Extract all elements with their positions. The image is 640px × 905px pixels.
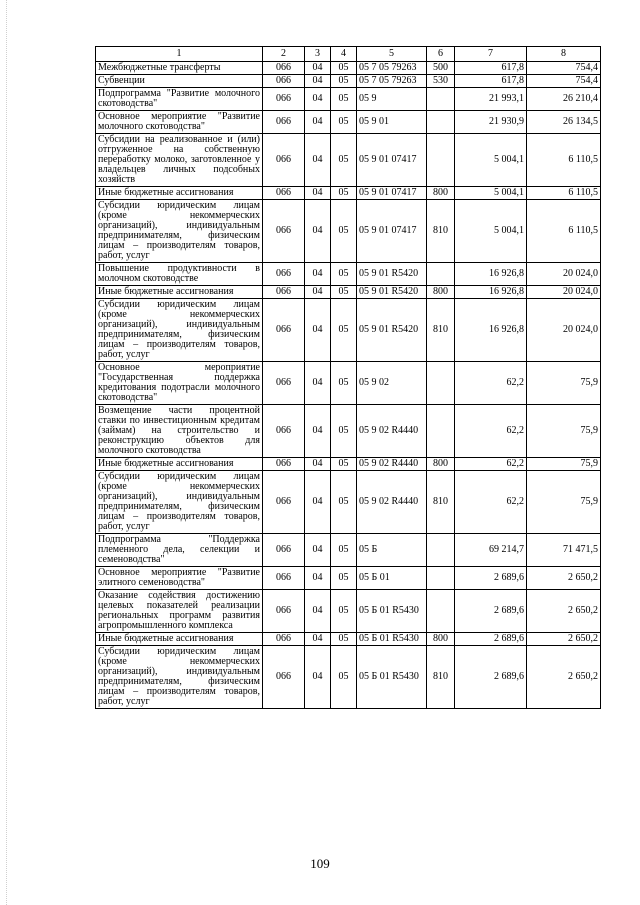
table-row [96, 299, 601, 362]
row-admin-code: 066 [263, 286, 305, 299]
row-amount-year2: 2 650,2 [527, 646, 601, 709]
row-amount-year2: 75,9 [527, 458, 601, 471]
row-amount-year1: 5 004,1 [455, 187, 527, 200]
row-amount-year1: 2 689,6 [455, 633, 527, 646]
row-target-article: 05 9 [357, 88, 427, 111]
row-admin-code: 066 [263, 263, 305, 286]
col-header-8: 8 [527, 47, 601, 62]
row-amount-year1: 62,2 [455, 362, 527, 405]
row-admin-code: 066 [263, 362, 305, 405]
row-amount-year2: 75,9 [527, 362, 601, 405]
row-section: 04 [305, 134, 331, 187]
row-section: 04 [305, 471, 331, 534]
row-target-article: 05 9 02 R4440 [357, 405, 427, 458]
row-expense-type: 800 [427, 458, 455, 471]
row-section: 04 [305, 590, 331, 633]
row-subsection: 05 [331, 263, 357, 286]
row-amount-year2: 754,4 [527, 62, 601, 75]
col-header-6: 6 [427, 47, 455, 62]
table-row [96, 200, 601, 263]
row-target-article: 05 7 05 79263 [357, 75, 427, 88]
row-subsection: 05 [331, 286, 357, 299]
row-amount-year1: 5 004,1 [455, 200, 527, 263]
table-row [96, 646, 601, 709]
row-name: Межбюджетные трансферты [96, 62, 263, 75]
col-header-4: 4 [331, 47, 357, 62]
row-expense-type [427, 534, 455, 567]
row-target-article: 05 9 01 R5420 [357, 286, 427, 299]
row-admin-code: 066 [263, 633, 305, 646]
row-admin-code: 066 [263, 405, 305, 458]
row-amount-year1: 16 926,8 [455, 263, 527, 286]
row-subsection: 05 [331, 88, 357, 111]
row-subsection: 05 [331, 75, 357, 88]
row-section: 04 [305, 534, 331, 567]
row-section: 04 [305, 567, 331, 590]
row-expense-type [427, 590, 455, 633]
row-amount-year2: 26 210,4 [527, 88, 601, 111]
row-target-article: 05 7 05 79263 [357, 62, 427, 75]
row-name: Субсидии юридическим лицам (кроме некоммерческих организаций), индивидуальным предпринимателям, физическим лицам – производителям товаров, работ, услуг [96, 471, 263, 534]
row-name: Иные бюджетные ассигнования [96, 458, 263, 471]
row-amount-year2: 2 650,2 [527, 633, 601, 646]
row-target-article: 05 9 01 [357, 111, 427, 134]
row-section: 04 [305, 405, 331, 458]
row-name: Возмещение части процентной ставки по инвестиционным кредитам (займам) на строительство и реконструкцию объектов для молочного скотоводства [96, 405, 263, 458]
row-section: 04 [305, 111, 331, 134]
row-name: Иные бюджетные ассигнования [96, 187, 263, 200]
col-header-7: 7 [455, 47, 527, 62]
row-target-article: 05 Б 01 [357, 567, 427, 590]
row-expense-type: 800 [427, 286, 455, 299]
scan-margin-line [6, 0, 8, 905]
table-row [96, 187, 601, 200]
row-target-article: 05 Б 01 R5430 [357, 646, 427, 709]
row-admin-code: 066 [263, 75, 305, 88]
row-expense-type [427, 134, 455, 187]
table-row [96, 88, 601, 111]
row-amount-year1: 2 689,6 [455, 590, 527, 633]
row-subsection: 05 [331, 200, 357, 263]
row-amount-year1: 21 930,9 [455, 111, 527, 134]
row-amount-year2: 26 134,5 [527, 111, 601, 134]
row-amount-year2: 20 024,0 [527, 299, 601, 362]
row-section: 04 [305, 286, 331, 299]
row-name: Субсидии на реализованное и (или) отгруженное на собственную переработку молоко, заготовленное у владельцев личных подсобных хозяйств [96, 134, 263, 187]
row-section: 04 [305, 362, 331, 405]
row-subsection: 05 [331, 134, 357, 187]
row-name: Субвенции [96, 75, 263, 88]
row-subsection: 05 [331, 646, 357, 709]
row-target-article: 05 9 02 R4440 [357, 471, 427, 534]
row-expense-type [427, 567, 455, 590]
row-expense-type: 530 [427, 75, 455, 88]
table-row [96, 286, 601, 299]
row-subsection: 05 [331, 567, 357, 590]
row-section: 04 [305, 62, 331, 75]
row-amount-year1: 617,8 [455, 75, 527, 88]
col-header-3: 3 [305, 47, 331, 62]
col-header-5: 5 [357, 47, 427, 62]
row-name: Основное мероприятие "Развитие молочного скотоводства" [96, 111, 263, 134]
row-expense-type: 800 [427, 187, 455, 200]
row-name: Оказание содействия достижению целевых показателей реализации региональных программ развития агропромышленного комплекса [96, 590, 263, 633]
row-name: Основное мероприятие "Развитие элитного семеноводства" [96, 567, 263, 590]
table-row [96, 362, 601, 405]
row-section: 04 [305, 633, 331, 646]
row-amount-year2: 6 110,5 [527, 134, 601, 187]
row-amount-year2: 20 024,0 [527, 263, 601, 286]
row-admin-code: 066 [263, 534, 305, 567]
row-expense-type: 810 [427, 200, 455, 263]
row-section: 04 [305, 299, 331, 362]
row-expense-type [427, 263, 455, 286]
page-number: 109 [310, 856, 330, 871]
row-subsection: 05 [331, 187, 357, 200]
row-amount-year2: 75,9 [527, 405, 601, 458]
row-admin-code: 066 [263, 111, 305, 134]
table-row [96, 590, 601, 633]
row-subsection: 05 [331, 111, 357, 134]
row-amount-year1: 62,2 [455, 471, 527, 534]
row-admin-code: 066 [263, 134, 305, 187]
row-section: 04 [305, 458, 331, 471]
col-header-1: 1 [96, 47, 263, 62]
col-header-2: 2 [263, 47, 305, 62]
row-target-article: 05 9 01 R5420 [357, 299, 427, 362]
row-amount-year1: 21 993,1 [455, 88, 527, 111]
row-amount-year2: 2 650,2 [527, 567, 601, 590]
row-name: Субсидии юридическим лицам (кроме некоммерческих организаций), индивидуальным предпринимателям, физическим лицам – производителям товаров, работ, услуг [96, 646, 263, 709]
row-admin-code: 066 [263, 200, 305, 263]
row-expense-type [427, 405, 455, 458]
budget-table [95, 46, 601, 709]
row-amount-year1: 2 689,6 [455, 567, 527, 590]
row-subsection: 05 [331, 458, 357, 471]
table-row [96, 405, 601, 458]
row-subsection: 05 [331, 534, 357, 567]
row-amount-year2: 20 024,0 [527, 286, 601, 299]
row-amount-year1: 62,2 [455, 458, 527, 471]
row-amount-year2: 6 110,5 [527, 200, 601, 263]
row-admin-code: 066 [263, 646, 305, 709]
row-target-article: 05 9 01 07417 [357, 187, 427, 200]
row-amount-year1: 69 214,7 [455, 534, 527, 567]
table-row [96, 633, 601, 646]
row-target-article: 05 Б [357, 534, 427, 567]
row-section: 04 [305, 187, 331, 200]
table-row [96, 62, 601, 75]
row-admin-code: 066 [263, 567, 305, 590]
row-name: Основное мероприятие "Государственная поддержка кредитования подотрасли молочного скотоводства" [96, 362, 263, 405]
row-expense-type: 810 [427, 299, 455, 362]
row-amount-year2: 71 471,5 [527, 534, 601, 567]
row-amount-year2: 2 650,2 [527, 590, 601, 633]
row-target-article: 05 9 02 [357, 362, 427, 405]
row-admin-code: 066 [263, 458, 305, 471]
row-subsection: 05 [331, 633, 357, 646]
row-name: Иные бюджетные ассигнования [96, 633, 263, 646]
row-expense-type [427, 111, 455, 134]
row-admin-code: 066 [263, 299, 305, 362]
row-admin-code: 066 [263, 187, 305, 200]
table-row [96, 111, 601, 134]
row-expense-type: 810 [427, 646, 455, 709]
row-expense-type [427, 88, 455, 111]
row-amount-year2: 754,4 [527, 75, 601, 88]
row-section: 04 [305, 88, 331, 111]
row-name: Подпрограмма "Развитие молочного скотоводства" [96, 88, 263, 111]
row-amount-year1: 16 926,8 [455, 299, 527, 362]
row-subsection: 05 [331, 362, 357, 405]
row-target-article: 05 9 02 R4440 [357, 458, 427, 471]
table-row [96, 458, 601, 471]
row-name: Повышение продуктивности в молочном скотоводстве [96, 263, 263, 286]
row-subsection: 05 [331, 405, 357, 458]
row-subsection: 05 [331, 299, 357, 362]
row-subsection: 05 [331, 471, 357, 534]
table-row [96, 534, 601, 567]
row-subsection: 05 [331, 590, 357, 633]
row-amount-year2: 75,9 [527, 471, 601, 534]
row-expense-type: 500 [427, 62, 455, 75]
row-target-article: 05 Б 01 R5430 [357, 633, 427, 646]
row-name: Иные бюджетные ассигнования [96, 286, 263, 299]
table-row [96, 567, 601, 590]
row-expense-type [427, 362, 455, 405]
row-admin-code: 066 [263, 590, 305, 633]
row-amount-year1: 5 004,1 [455, 134, 527, 187]
row-target-article: 05 9 01 R5420 [357, 263, 427, 286]
row-admin-code: 066 [263, 88, 305, 111]
row-amount-year1: 62,2 [455, 405, 527, 458]
row-name: Субсидии юридическим лицам (кроме некоммерческих организаций), индивидуальным предпринимателям, физическим лицам – производителям товаров, работ, услуг [96, 200, 263, 263]
row-expense-type: 810 [427, 471, 455, 534]
row-target-article: 05 Б 01 R5430 [357, 590, 427, 633]
table-row [96, 471, 601, 534]
row-section: 04 [305, 75, 331, 88]
table-header-row [96, 47, 601, 62]
row-target-article: 05 9 01 07417 [357, 134, 427, 187]
row-admin-code: 066 [263, 62, 305, 75]
table-row [96, 134, 601, 187]
row-amount-year1: 2 689,6 [455, 646, 527, 709]
row-name: Подпрограмма "Поддержка племенного дела, селекции и семеноводства" [96, 534, 263, 567]
row-amount-year1: 16 926,8 [455, 286, 527, 299]
table-row [96, 75, 601, 88]
row-section: 04 [305, 646, 331, 709]
row-amount-year1: 617,8 [455, 62, 527, 75]
row-admin-code: 066 [263, 471, 305, 534]
row-name: Субсидии юридическим лицам (кроме некоммерческих организаций), индивидуальным предпринимателям, физическим лицам – производителям товаров, работ, услуг [96, 299, 263, 362]
row-amount-year2: 6 110,5 [527, 187, 601, 200]
row-subsection: 05 [331, 62, 357, 75]
row-target-article: 05 9 01 07417 [357, 200, 427, 263]
row-expense-type: 800 [427, 633, 455, 646]
table-row [96, 263, 601, 286]
table-body [96, 62, 601, 709]
row-section: 04 [305, 200, 331, 263]
row-section: 04 [305, 263, 331, 286]
